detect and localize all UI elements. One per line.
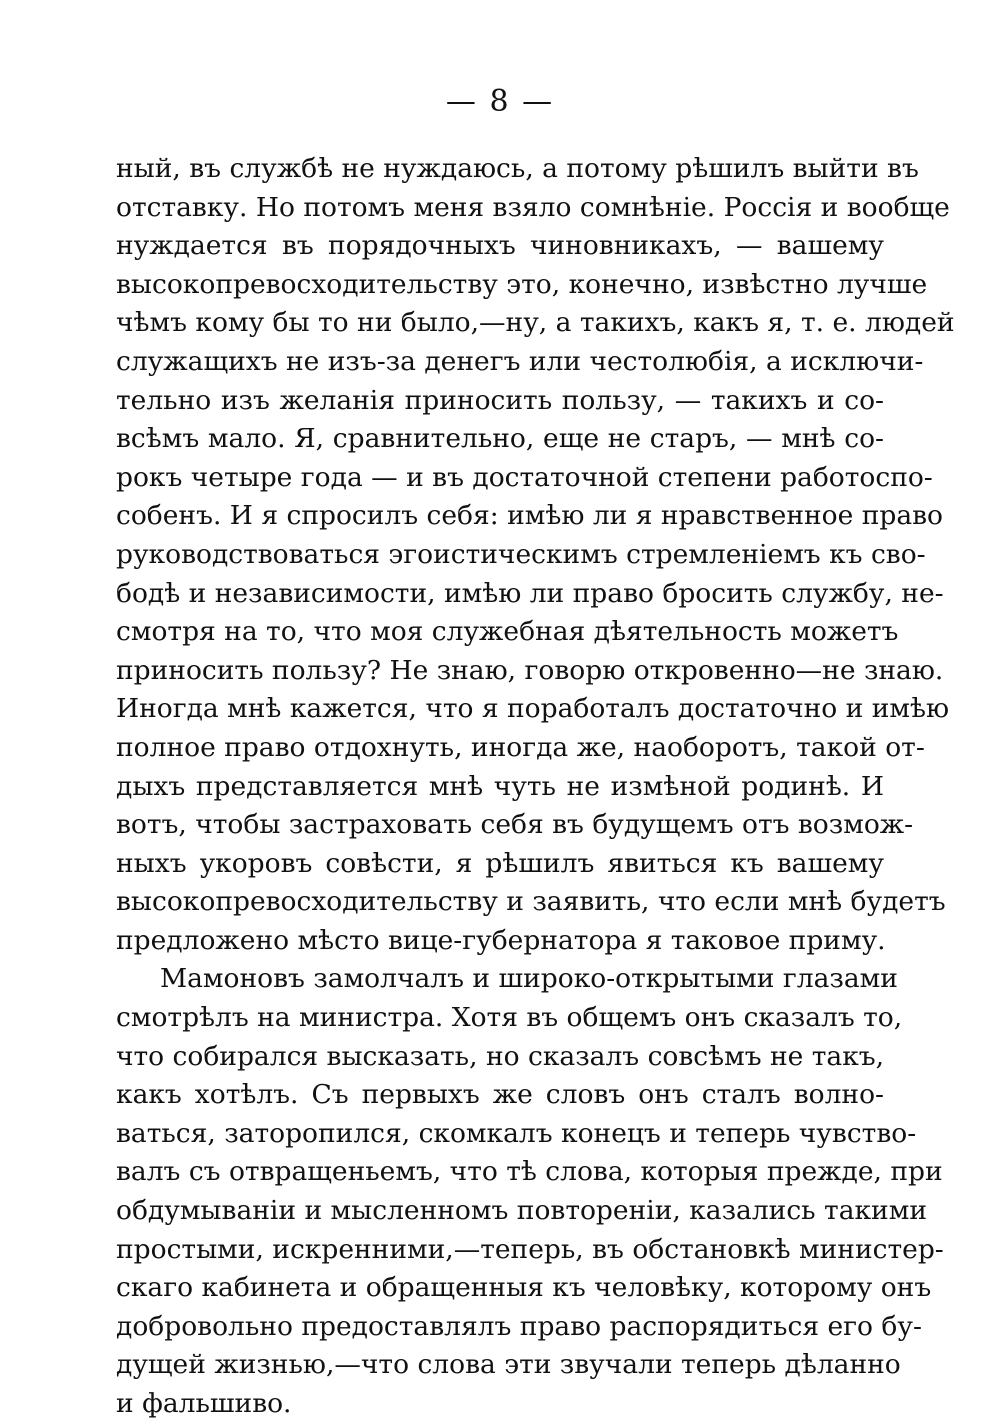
text-line: бодѣ и независимости, имѣю ли право бросить службу, не- [116,577,944,609]
text-line: всѣмъ мало. Я, сравнительно, еще не старъ, — мнѣ со- [116,423,884,455]
text-line: простыми, искренними,—теперь, въ обстановкѣ министер- [116,1233,944,1265]
text-line: скаго кабинета и обращенныя къ человѣку, которому онъ [116,1272,932,1304]
text-line: рокъ четыре года — и въ достаточной степени работоспо- [116,461,933,493]
paragraph-end-line: предложено мѣсто вице-губернатора я таковое приму. [116,924,886,956]
text-line: Иногда мнѣ кажется, что я поработалъ достаточно и имѣю [116,693,950,725]
text-line: ныхъ укоровъ совѣсти, я рѣшилъ явиться къ вашему [116,847,884,879]
paragraph-end-line: и фальшиво. [116,1388,292,1419]
text-line: вотъ, чтобы застраховать себя въ будущемъ отъ возмож- [116,809,914,841]
text-line: чѣмъ кому бы то ни было,—ну, а такихъ, какъ я, т. е. людей [116,307,955,339]
text-line: дущей жизнью,—что слова эти звучали теперь дѣланно [116,1349,901,1381]
text-line: руководствоваться эгоистическимъ стремленіемъ къ сво- [116,538,926,570]
text-line: смотря на то, что моя служебная дѣятельность можетъ [116,616,899,648]
text-line: какъ хотѣлъ. Съ первыхъ же словъ онъ сталъ волно- [116,1079,884,1111]
text-line: собенъ. И я спросилъ себя: имѣю ли я нравственное право [116,500,944,532]
text-line: тельно изъ желанія приносить пользу, — такихъ и со- [116,384,884,416]
text-line: валъ съ отвращеньемъ, что тѣ слова, которыя прежде, при [116,1156,943,1188]
page-number: — 8 — [445,84,555,119]
body-text [116,150,955,1424]
text-line: ваться, заторопился, скомкалъ конецъ и теперь чувство- [116,1117,917,1149]
text-line: нуждается въ порядочныхъ чиновникахъ, — вашему [116,230,884,262]
text-line: дыхъ представляется мнѣ чуть не измѣной родинѣ. И [116,770,884,802]
text-line: смотрѣлъ на министра. Хотя въ общемъ онъ сказалъ то, [116,1002,903,1034]
text-line: полное право отдохнуть, иногда же, наоборотъ, такой от- [116,731,925,763]
text-line: ный, въ службѣ не нуждаюсь, а потому рѣшилъ выйти въ [116,153,919,184]
text-line: приносить пользу? Не знаю, говорю откровенно—не знаю. [116,654,944,686]
text-line: служащихъ не изъ-за денегъ или честолюбія, а исключи- [116,345,924,377]
text-line: что собирался высказать, но сказалъ совсѣмъ не такъ, [116,1040,885,1072]
text-line: высокопревосходительству это, конечно, извѣстно лучше [116,268,928,300]
text-line: обдумываніи и мысленномъ повтореніи, казались такими [116,1195,927,1227]
text-line: добровольно предоставлялъ право распорядиться его бу- [116,1310,922,1342]
paragraph-start-line: Мамоновъ замолчалъ и широко-открытыми глазами [160,963,898,995]
text-line: отставку. Но потомъ меня взяло сомнѣніе. Россія и вообще [116,191,950,223]
text-line: высокопревосходительству и заявить, что если мнѣ будетъ [116,886,946,918]
